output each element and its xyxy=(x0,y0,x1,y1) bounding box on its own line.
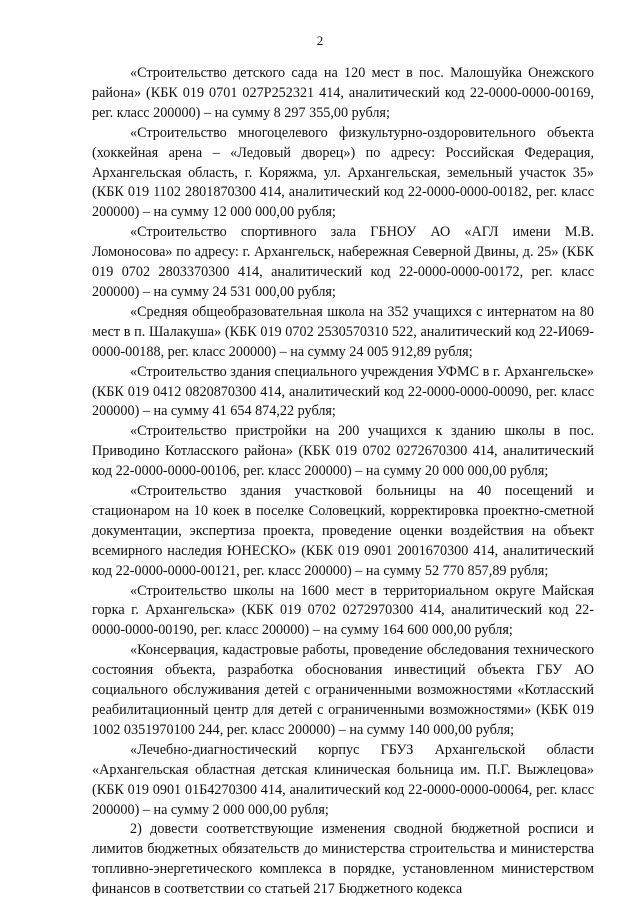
paragraph-school-extension-privodino: «Строительство пристройки на 200 учащихся к зданию школы в пос. Приводино Котласского района» (КБК 019 0702 0272670300 414, аналитический код 22-0000-0000-00106, рег. класс 200000) – на сумму 20 000 000,00 рубля; xyxy=(92,423,594,480)
paragraph-childrens-hospital: «Лечебно-диагностический корпус ГБУЗ Архангельской области «Архангельская областная детская клиническая больница им. П.Г. Выжлецова» (КБК 019 0901 01Б4270300 414, аналитический код 22-0000-0000-00064, рег. класс 200000) – на сумму 2 000 000,00 рубля; xyxy=(92,741,594,818)
paragraph-ufms-building: «Строительство здания специального учреждения УФМС в г. Архангельске» (КБК 019 0412 0820870300 414, аналитический код 22-0000-0000-00090, рег. класс 200000) – на сумму 41 654 874,22 рубля; xyxy=(92,363,594,420)
page-number: 2 xyxy=(316,33,324,48)
paragraph-budget-item-2: 2) довести соответствующие изменения сводной бюджетной росписи и лимитов бюджетных обязательств до министерства строительства и министерства топливно-энергетического комплекса в порядке, установленном министерством финансов в соответствии со статьей 217 Бюджетного кодекса xyxy=(92,821,594,898)
paragraph-school-mayskaya-gorka: «Строительство школы на 1600 мест в территориальном округе Майская горка г. Архангельска» (КБК 019 0702 0272970300 414, аналитический код 22-0000-0000-00190, рег. класс 200000) – на сумму 164 600 000,00 рубля; xyxy=(92,582,594,639)
paragraph-conservation-kotlas-center: «Консервация, кадастровые работы, проведение обследования технического состояния объекта, разработка обоснования инвестиций объекта ГБУ АО социального обслуживания детей с ограниченными возможностями «Котласский реабилитационный центр для детей с ограниченными возможностями» (КБК 019 1002 0351970100 244, рег. класс 200000) – на сумму 140 000,00 рубля; xyxy=(92,642,594,738)
paragraph-ice-palace-koryazhma: «Строительство многоцелевого физкультурно-оздоровительного объекта (хоккейная арена – «Ледовый дворец») по адресу: Российская Федерация, Архангельская область, г. Коряжма, ул. Архангельская, земельный участок 35» (КБК 019 1102 2801870300 414, аналитический код 22-0000-0000-00182, рег. класс 200000) – на сумму 12 000 000,00 рубля; xyxy=(92,124,594,221)
paragraph-school-shalakusha: «Средняя общеобразовательная школа на 352 учащихся с интернатом на 80 мест в п. Шалакуша» (КБК 019 0702 2530570310 522, аналитический код 22-И069-0000-00188, рег. класс 200000) – на сумму 24 005 912,89 рубля; xyxy=(92,303,594,360)
paragraph-sports-hall-agl: «Строительство спортивного зала ГБНОУ АО «АГЛ имени М.В. Ломоносова» по адресу: г. Архангельск, набережная Северной Двины, д. 25» (КБК 019 0702 2803370300 414, аналитический код 22-0000-0000-00172, рег. класс 200000) – на сумму 24 531 000,00 рубля; xyxy=(92,224,594,300)
paragraph-kindergarten-maloshuyka: «Строительство детского сада на 120 мест в пос. Малошуйка Онежского района» (КБК 019 0701 027P252321 414, аналитический код 22-0000-0000-00169, рег. класс 200000) – на сумму 8 297 355,00 рубля; xyxy=(92,65,594,121)
paragraph-hospital-solovetsky: «Строительство здания участковой больницы на 40 посещений и стационаром на 10 коек в поселке Соловецкий, корректировка проектно-сметной документации, экспертиза проекта, проведение оценки воздействия на объект всемирного наследия ЮНЕСКО» (КБК 019 0901 2001670300 414, аналитический код 22-0000-0000-00121, рег. класс 200000) – на сумму 52 770 857,89 рубля; xyxy=(92,483,594,579)
document-body xyxy=(92,64,594,900)
